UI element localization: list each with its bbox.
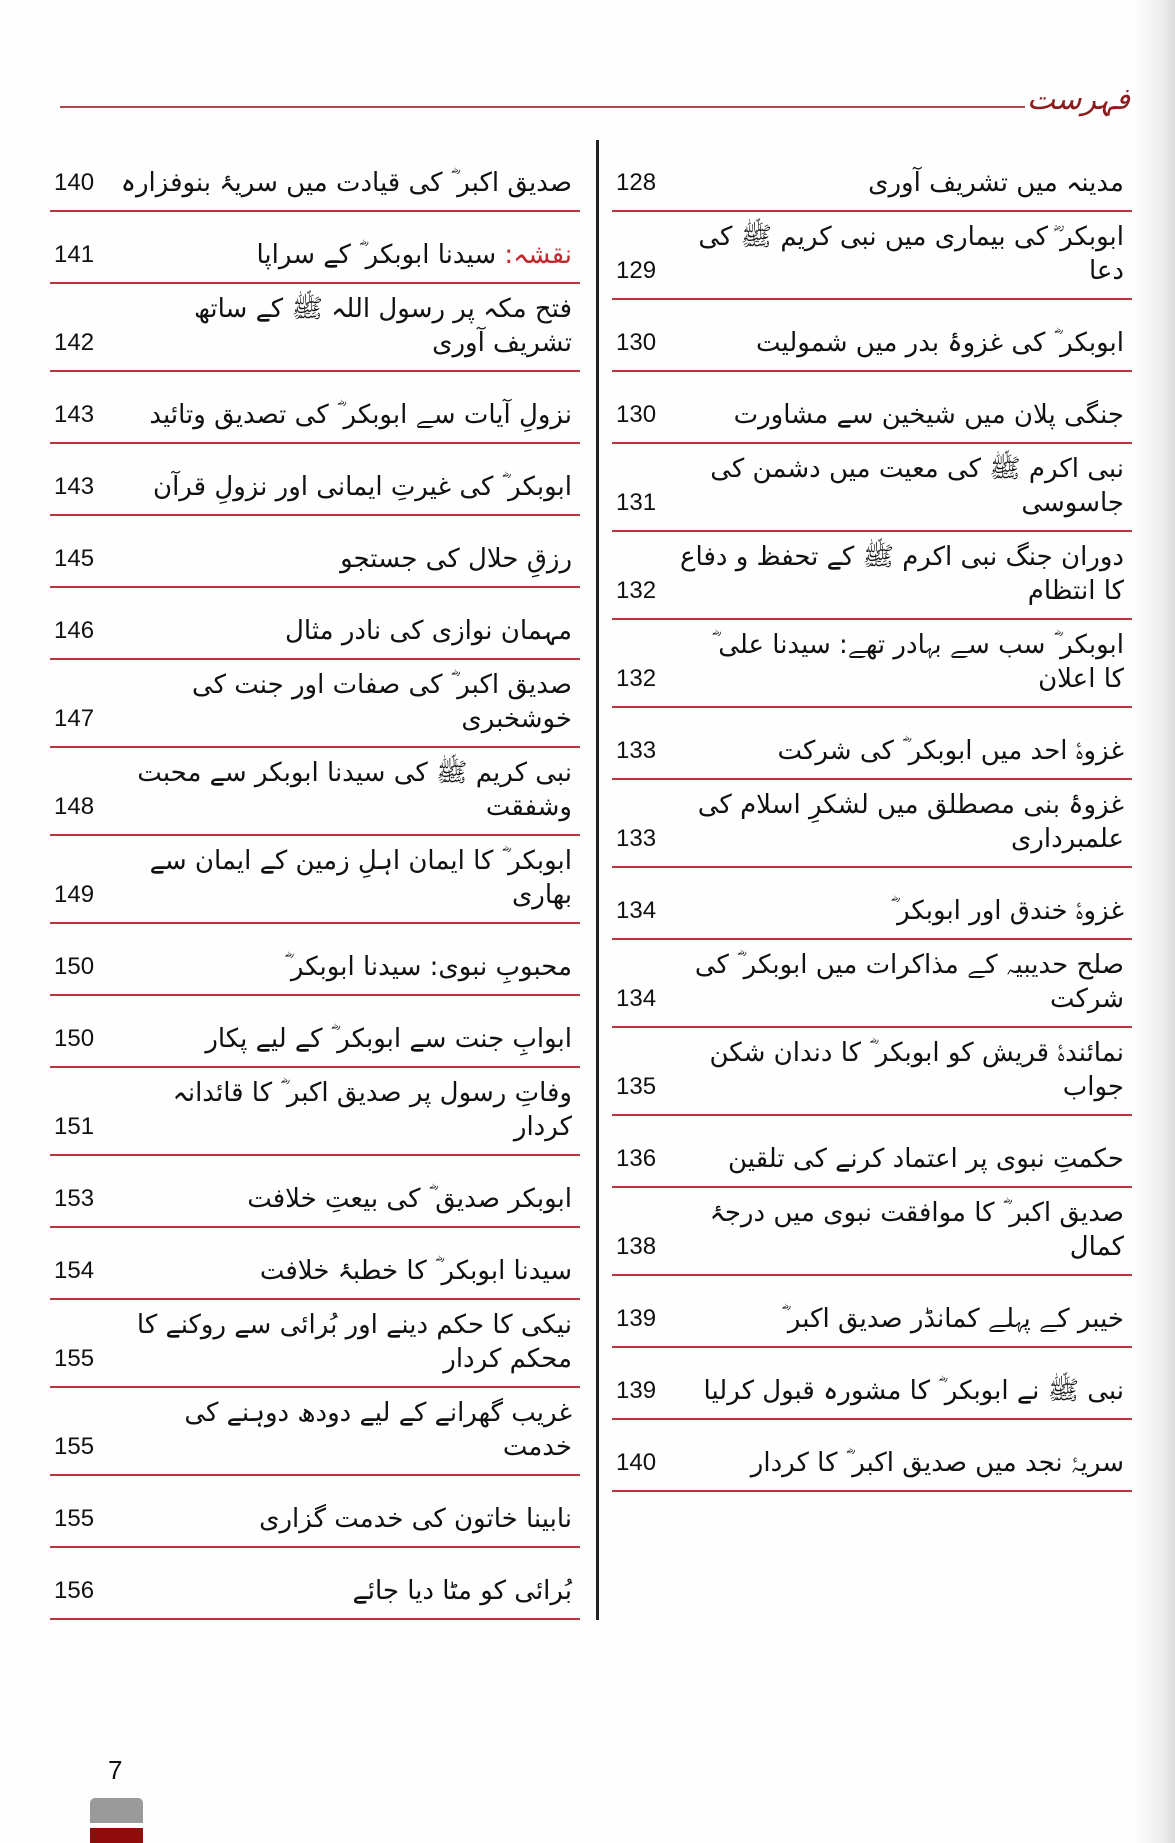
toc-entry-title bbox=[678, 1142, 1124, 1176]
toc-entry-titles bbox=[678, 1446, 1132, 1480]
edge-tab-red bbox=[90, 1828, 143, 1843]
toc-entry bbox=[612, 1420, 1132, 1492]
toc-entry-title bbox=[678, 734, 1124, 768]
toc-entry-page: 139 bbox=[616, 1305, 657, 1332]
toc-entry-text: نزولِ آیات سے ابوبکر ؓ کی تصدیق وتائید bbox=[149, 400, 572, 430]
toc-entry-text: نبی ﷺ نے ابوبکر ؓ کا مشورہ قبول کرلیا bbox=[703, 1376, 1124, 1406]
toc-entry-page: 134 bbox=[616, 897, 657, 924]
toc-entry-page: 143 bbox=[54, 473, 95, 500]
toc-column-right bbox=[612, 140, 1132, 1492]
toc-entry-text: ابوبکر ؓ کی غزوۂ بدر میں شمولیت bbox=[756, 328, 1124, 358]
toc-entry-page: 155 bbox=[54, 1505, 95, 1532]
toc-entry bbox=[612, 212, 1132, 300]
toc-entry-titles bbox=[116, 950, 580, 984]
toc-entry bbox=[612, 444, 1132, 532]
toc-entry-page: 147 bbox=[54, 705, 95, 732]
toc-entry bbox=[50, 1228, 580, 1300]
toc-entry-titles bbox=[678, 948, 1132, 1016]
toc-entry-page: 150 bbox=[54, 1025, 95, 1052]
toc-entry-title bbox=[116, 166, 572, 200]
toc-entry-titles bbox=[116, 238, 580, 272]
toc-entry-title bbox=[116, 1502, 572, 1536]
toc-entry-title bbox=[116, 1022, 572, 1056]
toc-entry-text: سیدنا ابوبکر ؓ کے سراپا bbox=[256, 240, 497, 270]
toc-entry-title bbox=[678, 948, 1124, 1016]
toc-entry-title bbox=[116, 1574, 572, 1608]
column-divider bbox=[596, 140, 599, 1620]
toc-entry-titles bbox=[678, 1196, 1132, 1264]
toc-entry-text: ابوابِ جنت سے ابوبکر ؓ کے لیے پکار bbox=[205, 1024, 572, 1054]
toc-entry-page: 134 bbox=[616, 985, 657, 1012]
toc-entry-page: 132 bbox=[616, 665, 657, 692]
toc-entry-text: کا انتظام bbox=[1027, 576, 1124, 606]
toc-entry-page: 133 bbox=[616, 737, 657, 764]
toc-entry-text: نبی اکرم ﷺ کی معیت میں دشمن کی جاسوسی bbox=[710, 454, 1124, 518]
toc-entry bbox=[612, 780, 1132, 868]
toc-entry bbox=[612, 532, 1132, 620]
toc-entry-title bbox=[678, 1302, 1124, 1336]
toc-entry-titles bbox=[678, 398, 1132, 432]
toc-entry bbox=[50, 1068, 580, 1156]
toc-entry-page: 129 bbox=[616, 257, 657, 284]
toc-entry-titles bbox=[678, 452, 1132, 520]
toc-entry-title bbox=[116, 756, 572, 824]
toc-entry-text: غریب گھرانے کے لیے دودھ دوہنے کی خدمت bbox=[184, 1398, 572, 1462]
toc-entry-page: 154 bbox=[54, 1257, 95, 1284]
toc-entry-title bbox=[116, 1396, 572, 1464]
toc-entry-titles bbox=[116, 1502, 580, 1536]
toc-entry-titles bbox=[116, 1076, 580, 1144]
toc-entry bbox=[50, 140, 580, 212]
toc-entry-titles bbox=[116, 398, 580, 432]
toc-entry-text: نبی کریم ﷺ کی سیدنا ابوبکر سے محبت وشفقت bbox=[137, 758, 572, 822]
toc-entry bbox=[50, 372, 580, 444]
toc-entry-titles bbox=[116, 844, 580, 912]
toc-entry-page: 151 bbox=[54, 1113, 95, 1140]
toc-entry bbox=[612, 1116, 1132, 1188]
toc-entry bbox=[50, 212, 580, 284]
toc-entry-titles bbox=[678, 788, 1132, 856]
toc-entry-title bbox=[678, 540, 1124, 574]
toc-entry-title bbox=[678, 788, 1124, 856]
toc-entry-titles bbox=[116, 756, 580, 824]
toc-entry-text: سریۂ نجد میں صدیق اکبر ؓ کا کردار bbox=[750, 1448, 1124, 1478]
toc-entry-page: 142 bbox=[54, 329, 95, 356]
toc-entry-title bbox=[116, 238, 572, 272]
toc-entry-text: خیبر کے پہلے کمانڈر صدیق اکبر ؓ bbox=[781, 1304, 1124, 1334]
toc-entry-page: 132 bbox=[616, 577, 657, 604]
toc-entry-titles bbox=[116, 668, 580, 736]
toc-entry-text: غزوۂ احد میں ابوبکر ؓ کی شرکت bbox=[777, 736, 1124, 766]
toc-entry bbox=[50, 836, 580, 924]
toc-entry-text: غزوۂ خندق اور ابوبکر ؓ bbox=[890, 896, 1124, 926]
toc-entry bbox=[50, 444, 580, 516]
header-rule bbox=[60, 106, 1025, 108]
toc-entry bbox=[612, 372, 1132, 444]
toc-entry-title bbox=[678, 1446, 1124, 1480]
toc-entry-text: صدیق اکبر ؓ کا موافقت نبوی میں درجۂ کمال bbox=[709, 1198, 1124, 1262]
toc-entry-page: 155 bbox=[54, 1345, 95, 1372]
toc-entry-titles bbox=[678, 628, 1132, 696]
toc-entry bbox=[50, 1300, 580, 1388]
toc-entry-text: ابوبکر ؓ کی غیرتِ ایمانی اور نزولِ قرآن bbox=[152, 472, 572, 502]
toc-entry-prefix: نقشہ: bbox=[496, 240, 572, 270]
toc-entry-page: 128 bbox=[616, 169, 657, 196]
toc-entry bbox=[50, 924, 580, 996]
toc-entry-titles bbox=[116, 166, 580, 200]
toc-entry-text: سیدنا ابوبکر ؓ کا خطبۂ خلافت bbox=[259, 1256, 572, 1286]
toc-entry bbox=[50, 1156, 580, 1228]
toc-entry-title bbox=[678, 574, 1124, 608]
toc-entry-text: صلح حدیبیہ کے مذاکرات میں ابوبکر ؓ کی شرکت bbox=[694, 950, 1124, 1014]
toc-entry-title bbox=[678, 398, 1124, 432]
toc-entry-titles bbox=[116, 1308, 580, 1376]
toc-entry-title bbox=[116, 1254, 572, 1288]
page-gutter-shadow bbox=[1135, 0, 1175, 1843]
toc-entry bbox=[612, 1348, 1132, 1420]
toc-entry bbox=[612, 140, 1132, 212]
toc-entry-title bbox=[678, 894, 1124, 928]
toc-entry-titles bbox=[116, 1396, 580, 1464]
toc-entry-text: وفاتِ رسول پر صدیق اکبر ؓ کا قائدانہ کردار bbox=[172, 1078, 572, 1142]
toc-entry-title bbox=[116, 1076, 572, 1144]
toc-entry-text: بُرائی کو مٹا دیا جائے bbox=[352, 1576, 572, 1606]
toc-entry-titles bbox=[678, 166, 1132, 200]
toc-entry-title bbox=[678, 326, 1124, 360]
toc-entry bbox=[50, 996, 580, 1068]
toc-entry bbox=[50, 1476, 580, 1548]
toc-entry-page: 130 bbox=[616, 401, 657, 428]
toc-entry-text: حکمتِ نبوی پر اعتماد کرنے کی تلقین bbox=[727, 1144, 1124, 1174]
toc-entry-titles bbox=[678, 1374, 1132, 1408]
toc-entry-titles bbox=[116, 1574, 580, 1608]
toc-entry-page: 130 bbox=[616, 329, 657, 356]
toc-entry-title bbox=[116, 844, 572, 912]
toc-entry bbox=[612, 1028, 1132, 1116]
toc-entry-title bbox=[116, 668, 572, 736]
toc-entry-page: 141 bbox=[54, 241, 95, 268]
toc-entry-title bbox=[116, 1182, 572, 1216]
toc-entry-title bbox=[116, 1308, 572, 1376]
toc-entry-titles bbox=[678, 734, 1132, 768]
toc-entry-title bbox=[678, 628, 1124, 662]
toc-entry-page: 131 bbox=[616, 489, 657, 516]
toc-entry-titles bbox=[116, 1254, 580, 1288]
toc-entry-text: کا اعلان bbox=[1038, 664, 1124, 694]
toc-entry-page: 150 bbox=[54, 953, 95, 980]
toc-entry-text: ابوبکر صدیق ؓ کی بیعتِ خلافت bbox=[247, 1184, 572, 1214]
toc-entry-titles bbox=[116, 1182, 580, 1216]
toc-entry-text: نابینا خاتون کی خدمت گزاری bbox=[259, 1504, 572, 1534]
toc-entry-page: 140 bbox=[54, 169, 95, 196]
toc-entry-title bbox=[116, 470, 572, 504]
toc-entry-text: صدیق اکبر ؓ کی قیادت میں سریۂ بنوفزارہ bbox=[120, 168, 572, 198]
toc-entry-text: ابوبکر ؓ کا ایمان اہلِ زمین کے ایمان سے بھاری bbox=[149, 846, 572, 910]
toc-entry-title bbox=[678, 1374, 1124, 1408]
toc-entry-page: 133 bbox=[616, 825, 657, 852]
toc-entry-text: غزوۂ بنی مصطلق میں لشکرِ اسلام کی علمبرداری bbox=[697, 790, 1124, 854]
toc-entry-text: جنگی پلان میں شیخین سے مشاورت bbox=[733, 400, 1124, 430]
toc-entry-text: ابوبکر ؓ سب سے بہادر تھے: سیدنا علی ؓ bbox=[711, 630, 1124, 660]
toc-entry-title bbox=[678, 166, 1124, 200]
toc-entry-titles bbox=[116, 292, 580, 360]
toc-entry bbox=[612, 708, 1132, 780]
page-number: 7 bbox=[108, 1755, 123, 1785]
toc-entry-text: نیکی کا حکم دینے اور بُرائی سے روکنے کا محکم کردار bbox=[136, 1310, 572, 1374]
toc-column-left bbox=[50, 140, 580, 1620]
toc-entry bbox=[50, 284, 580, 372]
toc-entry-page: 140 bbox=[616, 1449, 657, 1476]
toc-entry-page: 145 bbox=[54, 545, 95, 572]
toc-entry-title bbox=[678, 1036, 1124, 1104]
toc-entry-page: 146 bbox=[54, 617, 95, 644]
toc-entry bbox=[50, 588, 580, 660]
toc-entry bbox=[50, 516, 580, 588]
toc-entry-page: 136 bbox=[616, 1145, 657, 1172]
toc-entry-text: ابوبکر ؓ کی بیماری میں نبی کریم ﷺ کی دعا bbox=[698, 222, 1124, 286]
toc-entry-titles bbox=[678, 894, 1132, 928]
toc-entry bbox=[50, 748, 580, 836]
toc-entry-titles bbox=[678, 1142, 1132, 1176]
toc-entry-page: 155 bbox=[54, 1433, 95, 1460]
toc-entry-titles bbox=[678, 326, 1132, 360]
toc-entry-text: رزقِ حلال کی جستجو bbox=[340, 544, 572, 574]
toc-entry-title bbox=[116, 950, 572, 984]
toc-entry bbox=[50, 1548, 580, 1620]
toc-entry-page: 139 bbox=[616, 1377, 657, 1404]
toc-entry-text: دوران جنگ نبی اکرم ﷺ کے تحفظ و دفاع bbox=[680, 542, 1124, 572]
toc-entry-page: 138 bbox=[616, 1233, 657, 1260]
toc-entry-title bbox=[116, 398, 572, 432]
toc-entry-text: نمائندۂ قریش کو ابوبکر ؓ کا دندان شکن جواب bbox=[709, 1038, 1124, 1102]
toc-entry bbox=[50, 660, 580, 748]
toc-entry-text: صدیق اکبر ؓ کی صفات اور جنت کی خوشخبری bbox=[191, 670, 572, 734]
toc-entry-title bbox=[116, 292, 572, 360]
toc-entry-titles bbox=[116, 542, 580, 576]
toc-entry-title bbox=[116, 542, 572, 576]
toc-entry bbox=[612, 868, 1132, 940]
toc-entry-text: مہمان نوازی کی نادر مثال bbox=[285, 616, 572, 646]
toc-entry bbox=[612, 300, 1132, 372]
toc-entry-title bbox=[678, 220, 1124, 288]
toc-entry-text: محبوبِ نبوی: سیدنا ابوبکر ؓ bbox=[284, 952, 572, 982]
toc-entry-titles bbox=[116, 1022, 580, 1056]
toc-entry-page: 153 bbox=[54, 1185, 95, 1212]
toc-entry-page: 148 bbox=[54, 793, 95, 820]
toc-entry-titles bbox=[116, 614, 580, 648]
toc-entry-title bbox=[678, 1196, 1124, 1264]
toc-entry-title bbox=[116, 614, 572, 648]
page-title: فہرست bbox=[1026, 82, 1130, 117]
toc-entry-text: مدینہ میں تشریف آوری bbox=[868, 168, 1124, 198]
toc-entry-text: فتح مکہ پر رسول اللہ ﷺ کے ساتھ تشریف آوری bbox=[193, 294, 572, 358]
toc-entry bbox=[612, 940, 1132, 1028]
edge-tab-gray bbox=[90, 1798, 143, 1823]
toc-entry-titles bbox=[116, 470, 580, 504]
toc-entry-titles bbox=[678, 220, 1132, 288]
toc-entry-title bbox=[678, 452, 1124, 520]
toc-entry-page: 135 bbox=[616, 1073, 657, 1100]
toc-entry bbox=[612, 1276, 1132, 1348]
toc-entry-titles bbox=[678, 540, 1132, 608]
toc-entry-titles bbox=[678, 1036, 1132, 1104]
toc-entry-title bbox=[678, 662, 1124, 696]
toc-entry-page: 149 bbox=[54, 881, 95, 908]
toc-entry-page: 156 bbox=[54, 1577, 95, 1604]
toc-entry-titles bbox=[678, 1302, 1132, 1336]
toc-entry bbox=[50, 1388, 580, 1476]
toc-entry-page: 143 bbox=[54, 401, 95, 428]
toc-entry bbox=[612, 1188, 1132, 1276]
toc-entry bbox=[612, 620, 1132, 708]
